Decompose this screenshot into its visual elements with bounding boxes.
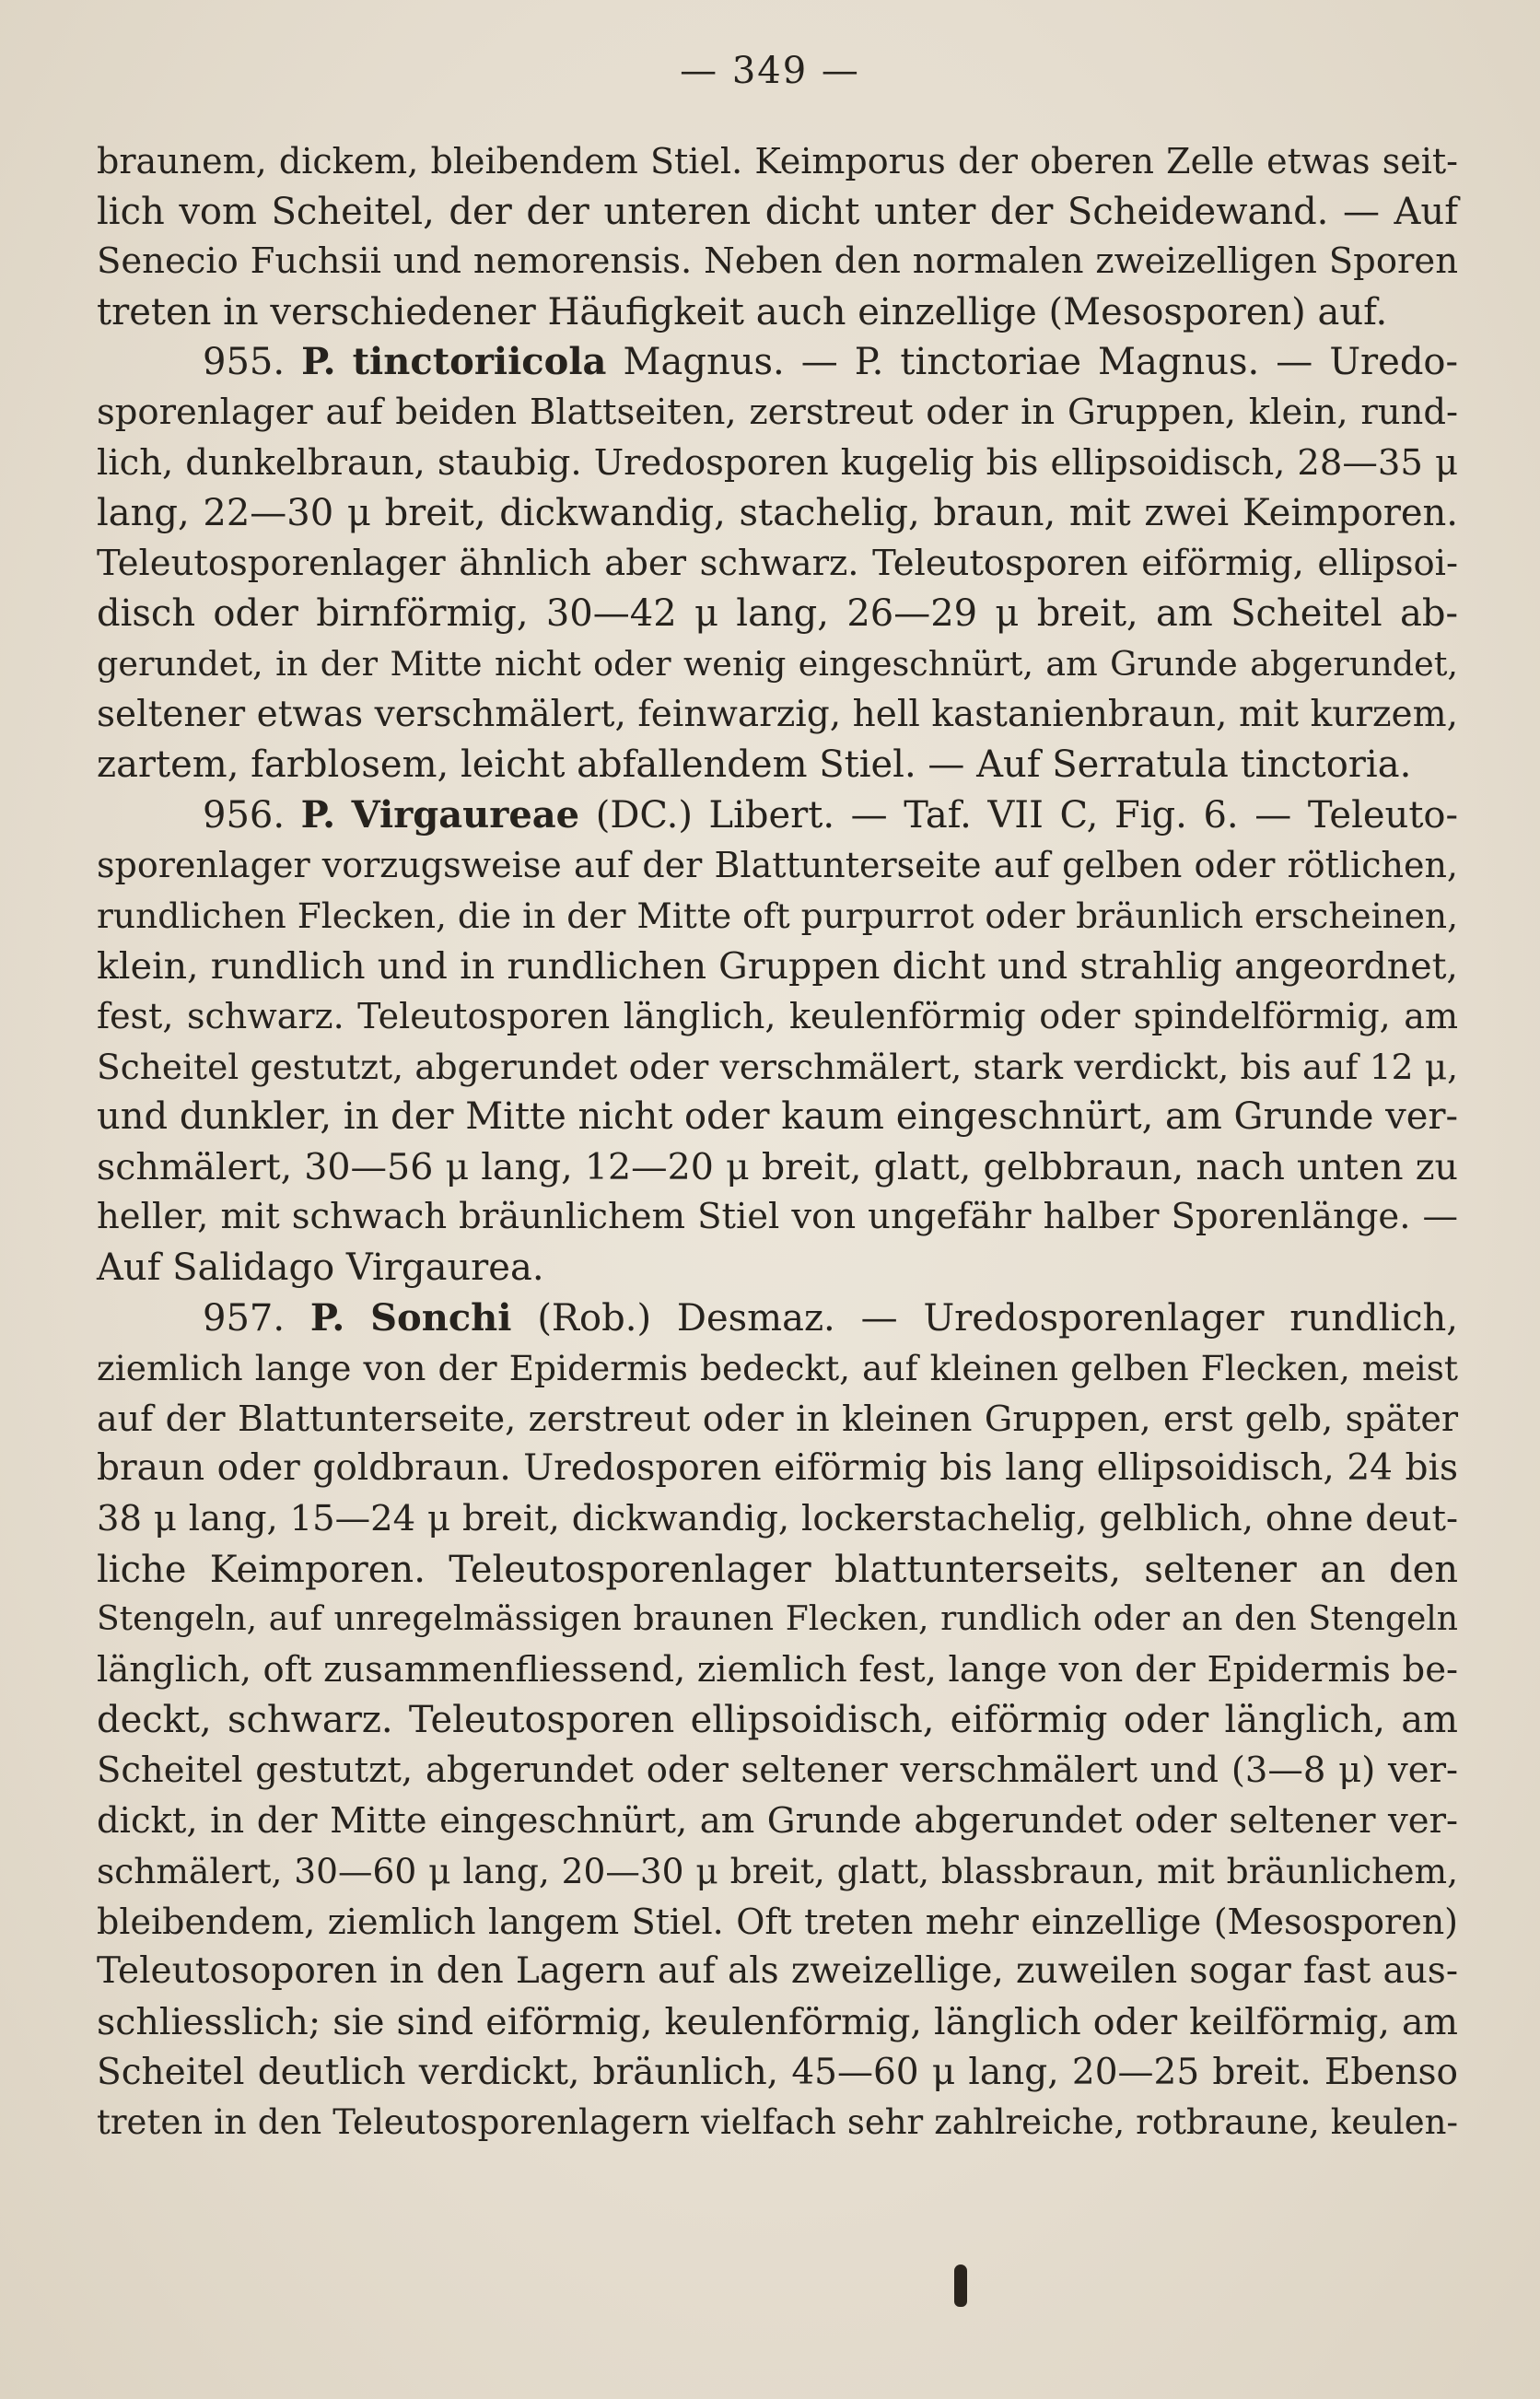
text-line: rundlichen Flecken, die in der Mitte oft purpurrot oder bräunlich erscheinen, <box>97 895 1458 936</box>
text-line: auf der Blattunterseite, zerstreut oder in kleinen Gruppen, erst gelb, später <box>97 1398 1458 1439</box>
genus-abbreviation: P. <box>300 792 336 837</box>
page-number: — 349 — <box>680 50 860 92</box>
text-line: gerundet, in der Mitte nicht oder wenig eingeschnürt, am Grunde abgerundet, <box>97 643 1458 684</box>
text-line: Scheitel deutlich verdickt, bräunlich, 45—60 μ lang, 20—25 breit. Ebenso <box>97 2051 1458 2093</box>
text-line: heller, mit schwach bräunlichem Stiel von ungefähr halber Sporenlänge. — <box>97 1196 1458 1238</box>
text-line: Scheitel gestutzt, abgerundet oder verschmälert, stark verdickt, bis auf 12 μ, <box>97 1046 1458 1087</box>
text-line: Stengeln, auf unregelmässigen braunen Flecken, rundlich oder an den Stengeln <box>97 1600 1458 1639</box>
entry-number: 956. <box>203 793 286 837</box>
species-entry-heading <box>97 1293 1458 1344</box>
text-line: 38 μ lang, 15—24 μ breit, dickwandig, lockerstachelig, gelblich, ohne deut- <box>97 1498 1458 1540</box>
species-entry-heading <box>97 790 1458 841</box>
text-line: treten in den Teleutosporenlagern vielfach sehr zahlreiche, rotbraune, keulen- <box>97 2102 1458 2143</box>
text-line: braun oder goldbraun. Uredosporen eiförmig bis lang ellipsoidisch, 24 bis <box>97 1447 1458 1490</box>
species-name: Sonchi <box>370 1295 512 1340</box>
entry-heading-text: Magnus. — P. tinctoriae Magnus. — Uredo- <box>623 341 1459 384</box>
species-name: tinctoriicola <box>352 340 607 384</box>
text-line: Auf Salidago Virgaurea. <box>97 1246 544 1290</box>
text-line: schmälert, 30—56 μ lang, 12—20 μ breit, glatt, gelbbraun, nach unten zu <box>97 1145 1458 1188</box>
text-line: disch oder birnförmig, 30—42 μ lang, 26—29 μ breit, am Scheitel ab- <box>97 592 1458 636</box>
body-text <box>97 136 1458 2148</box>
text-line: Senecio Fuchsii und nemorensis. Neben den normalen zweizelligen Sporen <box>97 240 1458 283</box>
text-line: lich, dunkelbraun, staubig. Uredosporen kugelig bis ellipsoidisch, 28—35 μ <box>97 441 1458 484</box>
text-line: Scheitel gestutzt, abgerundet oder seltener verschmälert und (3—8 μ) ver- <box>97 1750 1458 1791</box>
text-line: fest, schwarz. Teleutosporen länglich, keulenförmig oder spindelförmig, am <box>97 996 1458 1037</box>
text-line: sporenlager auf beiden Blattseiten, zerstreut oder in Gruppen, klein, rund- <box>97 391 1458 433</box>
text-line: liche Keimporen. Teleutosporenlager blattunterseits, seltener an den <box>97 1548 1458 1591</box>
entry-number: 955. <box>203 341 286 384</box>
entry-number: 957. <box>203 1296 286 1340</box>
text-line: schliesslich; sie sind eiförmig, keulenförmig, länglich oder keilförmig, am <box>97 2000 1458 2043</box>
text-line: schmälert, 30—60 μ lang, 20—30 μ breit, glatt, blassbraun, mit bräunlichem, <box>97 1851 1458 1892</box>
text-line: bleibendem, ziemlich langem Stiel. Oft treten mehr einzellige (Mesosporen) <box>97 1901 1458 1942</box>
text-line: klein, rundlich und in rundlichen Gruppen dicht und strahlig angeordnet, <box>97 944 1458 988</box>
species-name: Virgaureae <box>351 792 580 837</box>
text-line: sporenlager vorzugsweise auf der Blattunterseite auf gelben oder rötlichen, <box>97 845 1458 886</box>
text-line: ziemlich lange von der Epidermis bedeckt, auf kleinen gelben Flecken, meist <box>97 1348 1458 1389</box>
text-line: seltener etwas verschmälert, feinwarzig, hell kastanienbraun, mit kurzem, <box>97 693 1458 735</box>
text-line: dickt, in der Mitte eingeschnürt, am Grunde abgerundet oder seltener ver- <box>97 1799 1458 1842</box>
text-line: braunem, dickem, bleibendem Stiel. Keimporus der oberen Zelle etwas seit- <box>97 141 1458 181</box>
text-line: deckt, schwarz. Teleutosporen ellipsoidisch, eiförmig oder länglich, am <box>97 1699 1458 1742</box>
entry-heading-text: (Rob.) Desmaz. — Uredosporenlager rundlich, <box>537 1296 1459 1340</box>
entry-heading-text: (DC.) Libert. — Taf. VII C, Fig. 6. — Teleuto- <box>595 793 1458 837</box>
text-line: lich vom Scheitel, der der unteren dicht unter der Scheidewand. — Auf <box>97 190 1458 233</box>
genus-abbreviation: P. <box>301 340 336 384</box>
text-line: treten in verschiedener Häufigkeit auch einzellige (Mesosporen) auf. <box>97 290 1388 334</box>
species-entry-heading <box>97 337 1458 388</box>
text-line: länglich, oft zusammenfliessend, ziemlich fest, lange von der Epidermis be- <box>97 1648 1458 1691</box>
text-line: Teleutosporenlager ähnlich aber schwarz. Teleutosporen eiförmig, ellipsoi- <box>97 542 1458 584</box>
text-line: und dunkler, in der Mitte nicht oder kaum eingeschnürt, am Grunde ver- <box>97 1095 1459 1139</box>
ink-blot <box>954 2264 967 2307</box>
text-line: lang, 22—30 μ breit, dickwandig, stachelig, braun, mit zwei Keimporen. <box>97 492 1458 535</box>
text-line: zartem, farblosem, leicht abfallendem Stiel. — Auf Serratula tinctoria. <box>97 743 1412 787</box>
genus-abbreviation: P. <box>309 1295 345 1340</box>
text-line: Teleutosoporen in den Lagern auf als zweizellige, zuweilen sogar fast aus- <box>97 1950 1458 1993</box>
